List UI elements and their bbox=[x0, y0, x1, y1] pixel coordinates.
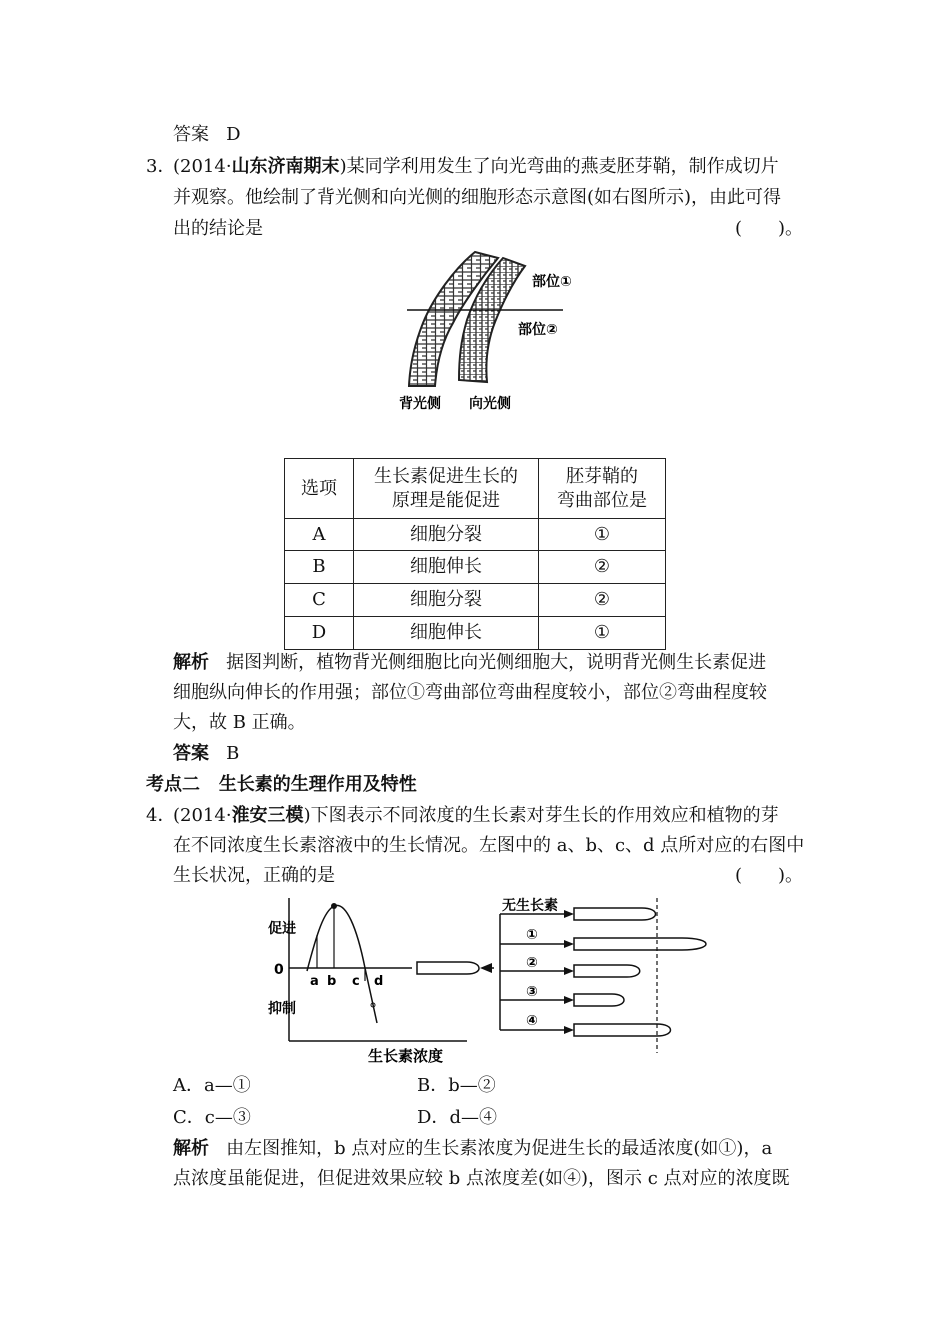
question-line-1 bbox=[173, 155, 779, 179]
y-promote-text: 促进 bbox=[268, 921, 296, 937]
header-bending-line-1: 胚芽鞘的 bbox=[566, 465, 638, 487]
arrow-head-in bbox=[480, 963, 492, 973]
bud-4 bbox=[574, 1024, 671, 1036]
table-cell: 细胞分裂 bbox=[354, 584, 539, 617]
table-row bbox=[285, 519, 666, 551]
label-position-2: 部位② bbox=[518, 322, 558, 338]
question-line-1 bbox=[173, 804, 779, 828]
y-label-inhibit: 抑制 bbox=[268, 1001, 296, 1017]
table-row bbox=[285, 584, 666, 617]
label-2: ② bbox=[526, 955, 538, 971]
label-4: ④ bbox=[526, 1013, 538, 1029]
option-letter: D． bbox=[417, 1107, 450, 1128]
bud-1 bbox=[574, 938, 706, 950]
analysis-line-2: 细胞纵向伸长的作用强；部位①弯曲部位弯曲程度较小，部位②弯曲程度较 bbox=[173, 682, 767, 703]
point-label-d: d bbox=[374, 974, 384, 989]
source-close: ) bbox=[339, 156, 347, 177]
table-cell: 细胞伸长 bbox=[354, 551, 539, 584]
y-label-promote bbox=[268, 920, 296, 937]
bud-2 bbox=[574, 965, 640, 977]
answer-value: D bbox=[226, 124, 241, 145]
question-number: 4． bbox=[146, 805, 176, 826]
header-principle-line-2: 原理是能促进 bbox=[392, 489, 500, 511]
header-bending-line-2: 弯曲部位是 bbox=[557, 489, 647, 511]
table-cell: ② bbox=[539, 584, 666, 617]
answer-line bbox=[173, 123, 241, 147]
point-label-a: a bbox=[310, 974, 319, 989]
header-bending-part bbox=[539, 459, 666, 519]
source-name: 淮安三模 bbox=[231, 805, 304, 826]
table-cell: 细胞分裂 bbox=[354, 519, 539, 551]
answer-label: 答案 bbox=[173, 743, 209, 764]
option-text: d—④ bbox=[449, 1107, 497, 1128]
label-1: ① bbox=[526, 927, 538, 943]
analysis-label: 解析 bbox=[173, 652, 209, 673]
question-line-2: 在不同浓度生长素溶液中的生长情况。左图中的 a、b、c、d 点所对应的右图中 bbox=[173, 835, 805, 856]
point-label-b: b bbox=[327, 974, 337, 989]
table-cell: A bbox=[285, 519, 354, 551]
option-d bbox=[417, 1106, 497, 1130]
answer-value: B bbox=[226, 743, 240, 764]
question-line-3: 生长状况，正确的是 bbox=[173, 865, 335, 886]
table-row bbox=[285, 551, 666, 584]
bud-3 bbox=[574, 994, 624, 1006]
coleoptile-figure bbox=[395, 248, 595, 418]
answer-blank: ( )。 bbox=[735, 865, 804, 886]
option-letter: C． bbox=[173, 1107, 205, 1128]
analysis-line-1 bbox=[173, 651, 766, 675]
analysis-line-3: 大，故 B 正确。 bbox=[173, 712, 306, 733]
question-text: 某同学利用发生了向光弯曲的燕麦胚芽鞘，制作成切片 bbox=[346, 156, 779, 177]
x-axis-label: 生长素浓度 bbox=[368, 1047, 444, 1065]
zero-label: 0 bbox=[274, 962, 284, 978]
option-b bbox=[417, 1074, 496, 1098]
source-close: ) bbox=[303, 805, 311, 826]
table-cell: ① bbox=[539, 519, 666, 551]
point-label-c: c bbox=[352, 974, 360, 989]
label-light-side: 向光侧 bbox=[469, 396, 511, 412]
auxin-response-figure bbox=[262, 893, 722, 1071]
header-principle-line-1: 生长素促进生长的 bbox=[374, 465, 518, 487]
bud-initial bbox=[417, 962, 479, 974]
table-cell: ② bbox=[539, 551, 666, 584]
option-text: a—① bbox=[204, 1075, 251, 1096]
header-option: 选项 bbox=[285, 459, 354, 519]
option-text: c—③ bbox=[204, 1107, 251, 1128]
table-cell: 细胞伸长 bbox=[354, 617, 539, 650]
table-cell: ① bbox=[539, 617, 666, 650]
table-header-row bbox=[285, 459, 666, 519]
answer-line bbox=[173, 742, 239, 766]
answer-label: 答案 bbox=[173, 124, 209, 145]
question-text: 下图表示不同浓度的生长素对芽生长的作用效应和植物的芽 bbox=[310, 805, 779, 826]
answer-blank: ( )。 bbox=[735, 218, 804, 239]
source-open: (2014· bbox=[173, 805, 232, 826]
question-number: 3． bbox=[146, 156, 176, 177]
analysis-line-1 bbox=[173, 1137, 772, 1161]
table-cell: C bbox=[285, 584, 354, 617]
option-c bbox=[173, 1106, 251, 1130]
section-title: 生长素的生理作用及特性 bbox=[218, 774, 417, 795]
table-cell: B bbox=[285, 551, 354, 584]
section-label: 考点二 bbox=[146, 774, 200, 795]
options-table bbox=[284, 458, 666, 650]
option-text: b—② bbox=[448, 1075, 496, 1096]
label-no-auxin: 无生长素 bbox=[502, 898, 558, 914]
analysis-label: 解析 bbox=[173, 1138, 209, 1159]
table-cell: D bbox=[285, 617, 354, 650]
bud-no-auxin bbox=[574, 908, 656, 920]
question-line-3: 出的结论是 bbox=[173, 218, 263, 239]
analysis-line-2: 点浓度虽能促进，但促进效果应较 b 点浓度差(如④)，图示 c 点对应的浓度既 bbox=[173, 1168, 790, 1189]
analysis-text: 据图判断，植物背光侧细胞比向光侧细胞大，说明背光侧生长素促进 bbox=[226, 652, 767, 673]
option-letter: A． bbox=[173, 1075, 204, 1096]
section-heading bbox=[146, 773, 417, 797]
table-row bbox=[285, 617, 666, 650]
analysis-text: 由左图推知，b 点对应的生长素浓度为促进生长的最适浓度(如①)，a bbox=[226, 1138, 773, 1159]
question-line-2: 并观察。他绘制了背光侧和向光侧的细胞形态示意图(如右图所示)，由此可得 bbox=[173, 187, 782, 208]
option-letter: B． bbox=[417, 1075, 449, 1096]
label-position-1: 部位① bbox=[532, 274, 572, 290]
label-3: ③ bbox=[526, 984, 538, 1000]
option-a bbox=[173, 1074, 251, 1098]
header-principle bbox=[354, 459, 539, 519]
source-open: (2014· bbox=[173, 156, 232, 177]
source-name: 山东济南期末 bbox=[231, 156, 340, 177]
label-back-side: 背光侧 bbox=[399, 396, 441, 412]
